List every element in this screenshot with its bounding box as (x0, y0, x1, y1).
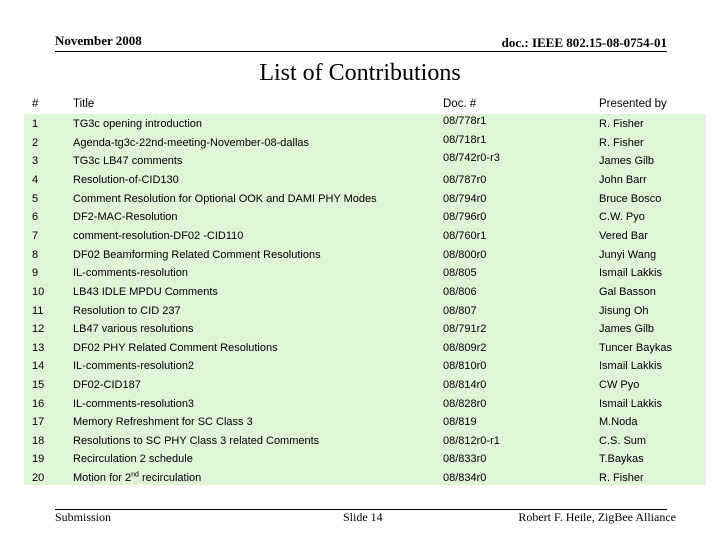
row-presenter: Gal Basson (599, 286, 656, 298)
table-row (0, 357, 720, 375)
row-presenter: John Barr (599, 174, 647, 186)
table-row (0, 227, 720, 245)
row-presenter: C.S. Sum (599, 435, 647, 447)
row-presenter: CW Pyo (599, 379, 640, 391)
table-row (0, 283, 720, 301)
row-title: Agenda-tg3c-22nd-meeting-November-08-dallas (73, 137, 310, 149)
row-presenter: R. Fisher (599, 118, 644, 130)
row-title: DF02 PHY Related Comment Resolutions (73, 342, 278, 354)
row-doc: 08/778r1 (443, 115, 487, 127)
row-number: 5 (32, 193, 39, 205)
row-title: LB47 various resolutions (73, 323, 194, 335)
row-presenter: Ismail Lakkis (599, 398, 662, 410)
header-divider (55, 51, 667, 52)
row-number: 12 (32, 323, 45, 335)
row-presenter: Tuncer Baykas (599, 342, 672, 354)
table-row (0, 339, 720, 357)
row-title: IL-comments-resolution3 (73, 398, 195, 410)
row-presenter: C.W. Pyo (599, 211, 645, 223)
row-title: Resolution to CID 237 (73, 305, 181, 317)
row-doc: 08/718r1 (443, 134, 487, 146)
row-doc: 08/814r0 (443, 379, 487, 391)
row-number: 15 (32, 379, 45, 391)
row-title: DF02 Beamforming Related Comment Resolutions (73, 249, 321, 261)
header-date: November 2008 (55, 33, 142, 48)
row-presenter: Junyi Wang (599, 249, 657, 261)
row-presenter: R. Fisher (599, 137, 644, 149)
row-doc: 08/806 (443, 286, 477, 298)
row-doc: 08/796r0 (443, 211, 487, 223)
row-presenter: Jisung Oh (599, 305, 649, 317)
column-header-doc: Doc. # (443, 98, 477, 110)
row-title-part: recirculation (138, 472, 202, 484)
row-doc: 08/800r0 (443, 249, 487, 261)
row-number: 3 (32, 155, 39, 167)
row-presenter: James Gilb (599, 323, 655, 335)
column-header-presenter: Presented by (599, 98, 667, 110)
row-title (73, 469, 201, 487)
row-number: 10 (32, 286, 45, 298)
row-doc: 08/809r2 (443, 342, 487, 354)
table-row (0, 171, 720, 189)
table-row (0, 376, 720, 394)
table-row (0, 152, 720, 170)
row-number: 4 (32, 174, 39, 186)
row-number: 13 (32, 342, 45, 354)
row-title: Resolutions to SC PHY Class 3 related Comments (73, 435, 320, 447)
row-number: 9 (32, 267, 39, 279)
footer-submission: Submission (55, 510, 112, 524)
table-row (0, 302, 720, 320)
table-row (0, 190, 720, 208)
row-number: 17 (32, 416, 45, 428)
table-row (0, 395, 720, 413)
row-title: comment-resolution-DF02 -CID110 (73, 230, 244, 242)
row-title: Memory Refreshment for SC Class 3 (73, 416, 253, 428)
row-presenter: Ismail Lakkis (599, 267, 662, 279)
row-number: 7 (32, 230, 39, 242)
row-presenter: James Gilb (599, 155, 655, 167)
row-number: 19 (32, 453, 45, 465)
footer-slide-number: Slide 14 (343, 510, 383, 524)
row-doc: 08/819 (443, 416, 477, 428)
row-title: Recirculation 2 schedule (73, 453, 193, 465)
row-doc: 08/807 (443, 305, 477, 317)
table-row (0, 413, 720, 431)
table-row (0, 115, 720, 133)
table-row (0, 320, 720, 338)
table-row (0, 208, 720, 226)
row-doc: 08/787r0 (443, 174, 487, 186)
row-doc: 08/812r0-r1 (443, 435, 500, 447)
row-title-part: Motion for 2 (73, 472, 132, 484)
footer-author: Robert F. Heile, ZigBee Alliance (518, 510, 676, 524)
column-header-num: # (32, 98, 39, 110)
page-title: List of Contributions (259, 60, 461, 86)
row-title: Resolution-of-CID130 (73, 174, 179, 186)
table-row (0, 134, 720, 152)
header-doc-id: doc.: IEEE 802.15-08-0754-01 (501, 35, 667, 50)
row-doc: 08/760r1 (443, 230, 487, 242)
row-number: 8 (32, 249, 39, 261)
row-number: 6 (32, 211, 39, 223)
row-doc: 08/791r2 (443, 323, 487, 335)
row-title: IL-comments-resolution2 (73, 360, 195, 372)
row-number: 1 (32, 118, 39, 130)
table-row (0, 246, 720, 264)
table-row (0, 432, 720, 450)
row-doc: 08/805 (443, 267, 477, 279)
row-title: LB43 IDLE MPDU Comments (73, 286, 218, 298)
row-title: DF02-CID187 (73, 379, 141, 391)
row-presenter: R. Fisher (599, 472, 644, 484)
column-header-title: Title (73, 98, 95, 110)
row-title: Comment Resolution for Optional OOK and DAMI PHY Modes (73, 193, 377, 205)
row-title: TG3c LB47 comments (73, 155, 183, 167)
row-presenter: T.Baykas (599, 453, 644, 465)
row-title-superscript: nd (131, 471, 139, 479)
row-presenter: Vered Bar (599, 230, 648, 242)
row-title: IL-comments-resolution (73, 267, 188, 279)
row-presenter: Bruce Bosco (599, 193, 662, 205)
row-presenter: Ismail Lakkis (599, 360, 662, 372)
row-number: 11 (32, 305, 44, 317)
row-presenter: M.Noda (599, 416, 638, 428)
row-title: DF2-MAC-Resolution (73, 211, 178, 223)
row-title: TG3c opening introduction (73, 118, 203, 130)
table-row (0, 264, 720, 282)
row-number: 20 (32, 472, 45, 484)
row-doc: 08/742r0-r3 (443, 152, 500, 164)
row-doc: 08/833r0 (443, 453, 487, 465)
row-doc: 08/828r0 (443, 398, 487, 410)
row-number: 2 (32, 137, 39, 149)
row-number: 16 (32, 398, 45, 410)
row-number: 18 (32, 435, 45, 447)
row-doc: 08/810r0 (443, 360, 487, 372)
row-number: 14 (32, 360, 45, 372)
row-doc: 08/834r0 (443, 472, 487, 484)
table-row (0, 469, 720, 487)
row-doc: 08/794r0 (443, 193, 487, 205)
table-row (0, 450, 720, 468)
